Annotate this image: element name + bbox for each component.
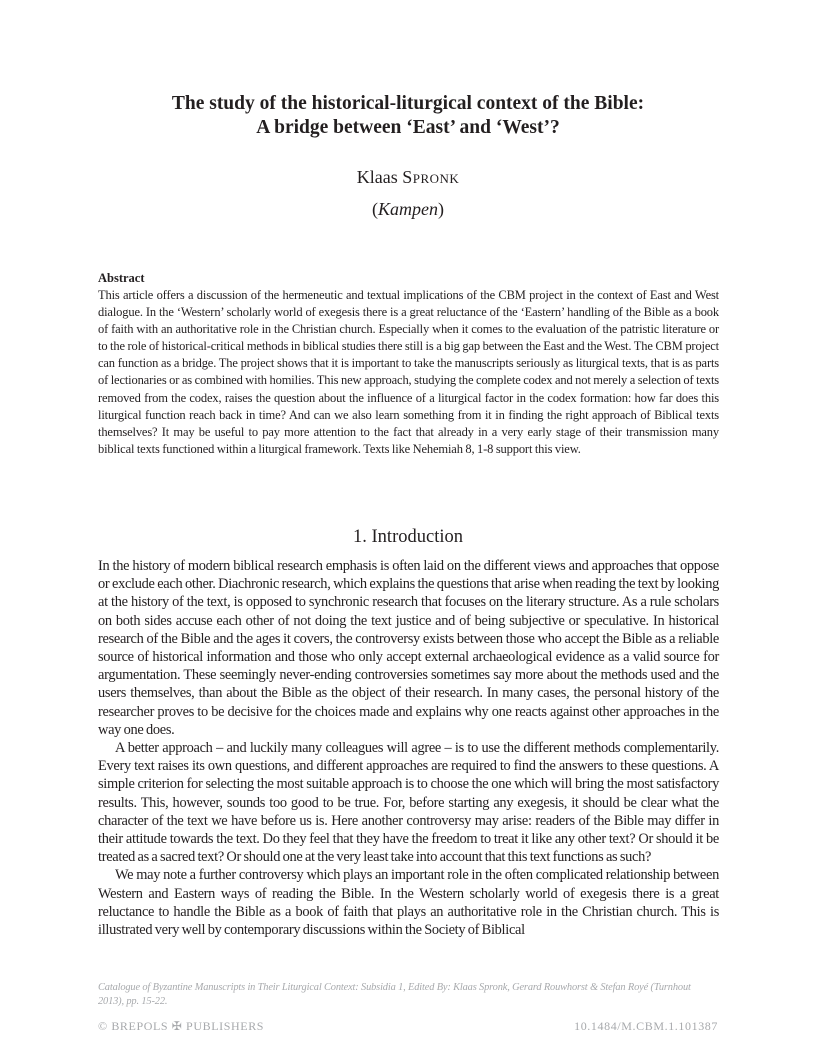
- affiliation-place: Kampen: [378, 199, 438, 219]
- footer-doi: 10.1484/M.CBM.1.101387: [574, 1019, 718, 1033]
- article-title: [98, 92, 718, 140]
- article-title-line-2: A bridge between ‘East’ and ‘West’?: [256, 117, 560, 138]
- author-last-name: Spronk: [402, 167, 460, 187]
- section-body: [98, 557, 719, 939]
- author-name: [98, 166, 718, 188]
- author-affiliation: (Kampen): [372, 199, 444, 219]
- body-paragraph-2: A better approach – and luckily many colleagues will agree – is to use the different methods complementarily. Every text raises its own questions, and different approaches are required to find the answers to these questions. A simple criterion for selecting the most suitable approach is to choose the one which will bring the most satisfactory results. This, however, sounds too good to be true. For, before starting any exegesis, it should be clear what the character of the text we have before us is. Here another controversy may arise: readers of the Bible may differ in their attitude towards the text. Do they feel that they have the freedom to treat it like any other text? Or should it be treated as a sacred text? Or should one at the very least take into account that this text functions as such?: [98, 740, 719, 866]
- article-title-line-1: The study of the historical-liturgical context of the Bible:: [171, 93, 645, 114]
- body-paragraph-3: We may note a further controversy which plays an important role in the often complicated relationship between Western and Eastern ways of reading the Bible. In the Western scholarly world of exegesis there is a great reluctance to handle the Bible as a book of faith that plays an authoritative role in the Christian church. This is illustrated very well by contemporary discussions within the Society of Biblical: [98, 867, 719, 939]
- footer-publisher: © BREPOLS ✠ PUBLISHERS: [98, 1019, 265, 1033]
- abstract-heading: Abstract: [98, 271, 145, 285]
- body-paragraph-1: In the history of modern biblical research emphasis is often laid on the different views and approaches that oppose or exclude each other. Diachronic research, which explains the questions that arise when reading the text by looking at the history of the text, is opposed to synchronic research that focuses on the literary structure. As a rule scholars on both sides accuse each other of not doing the text justice and of being subjective or speculative. In historical research of the Bible and the ages it covers, the controversy exists between those who accept the Bible as a reliable source of historical information and those who only accept external archaeological evidence as a valid source for argumentation. These seemingly never-ending controversies sometimes say more about the methods used and the users themselves, than about the Bible as the object of their research. In many cases, the personal history of the researcher proves to be decisive for the choices made and explains why one reacts against other approaches in the way one does.: [98, 558, 719, 738]
- author-first-name: Klaas: [356, 167, 398, 187]
- section-heading: 1. Introduction: [353, 527, 463, 547]
- abstract-text: This article offers a discussion of the hermeneutic and textual implications of the CBM project in the context of East and West dialogue. In the ‘Western’ scholarly world of exegesis there is a great reluctance of the ‘Eastern’ handling of the Bible as a book of faith with an authoritative role in the Christian church. Especially when it comes to the evaluation of the patristic literature or to the role of historical-critical methods in biblical studies there still is a big gap between the East and the West. The CBM project can function as a bridge. The project shows that it is important to take the manuscripts seriously as liturgical texts, that is as parts of lectionaries or as combined with homilies. This new approach, studying the complete codex and not merely a selection of texts removed from the codex, raises the question about the influence of a liturgical factor in the codex formation: how far does this liturgical function reach back in time? And can we also learn something from it in finding the right approach of Biblical texts themselves? It may be useful to pay more attention to the fact that already in a very early stage of their transmission many biblical texts functioned within a liturgical framework. Texts like Nehemiah 8, 1-8 support this view.: [98, 288, 719, 456]
- footer-citation: Catalogue of Byzantine Manuscripts in Their Liturgical Context: Subsidia 1, Edited By: Klaas Spronk, Gerard Rouwhorst & Stefan Royé (Turnhout 2013), pp. 15-22.: [98, 982, 691, 1007]
